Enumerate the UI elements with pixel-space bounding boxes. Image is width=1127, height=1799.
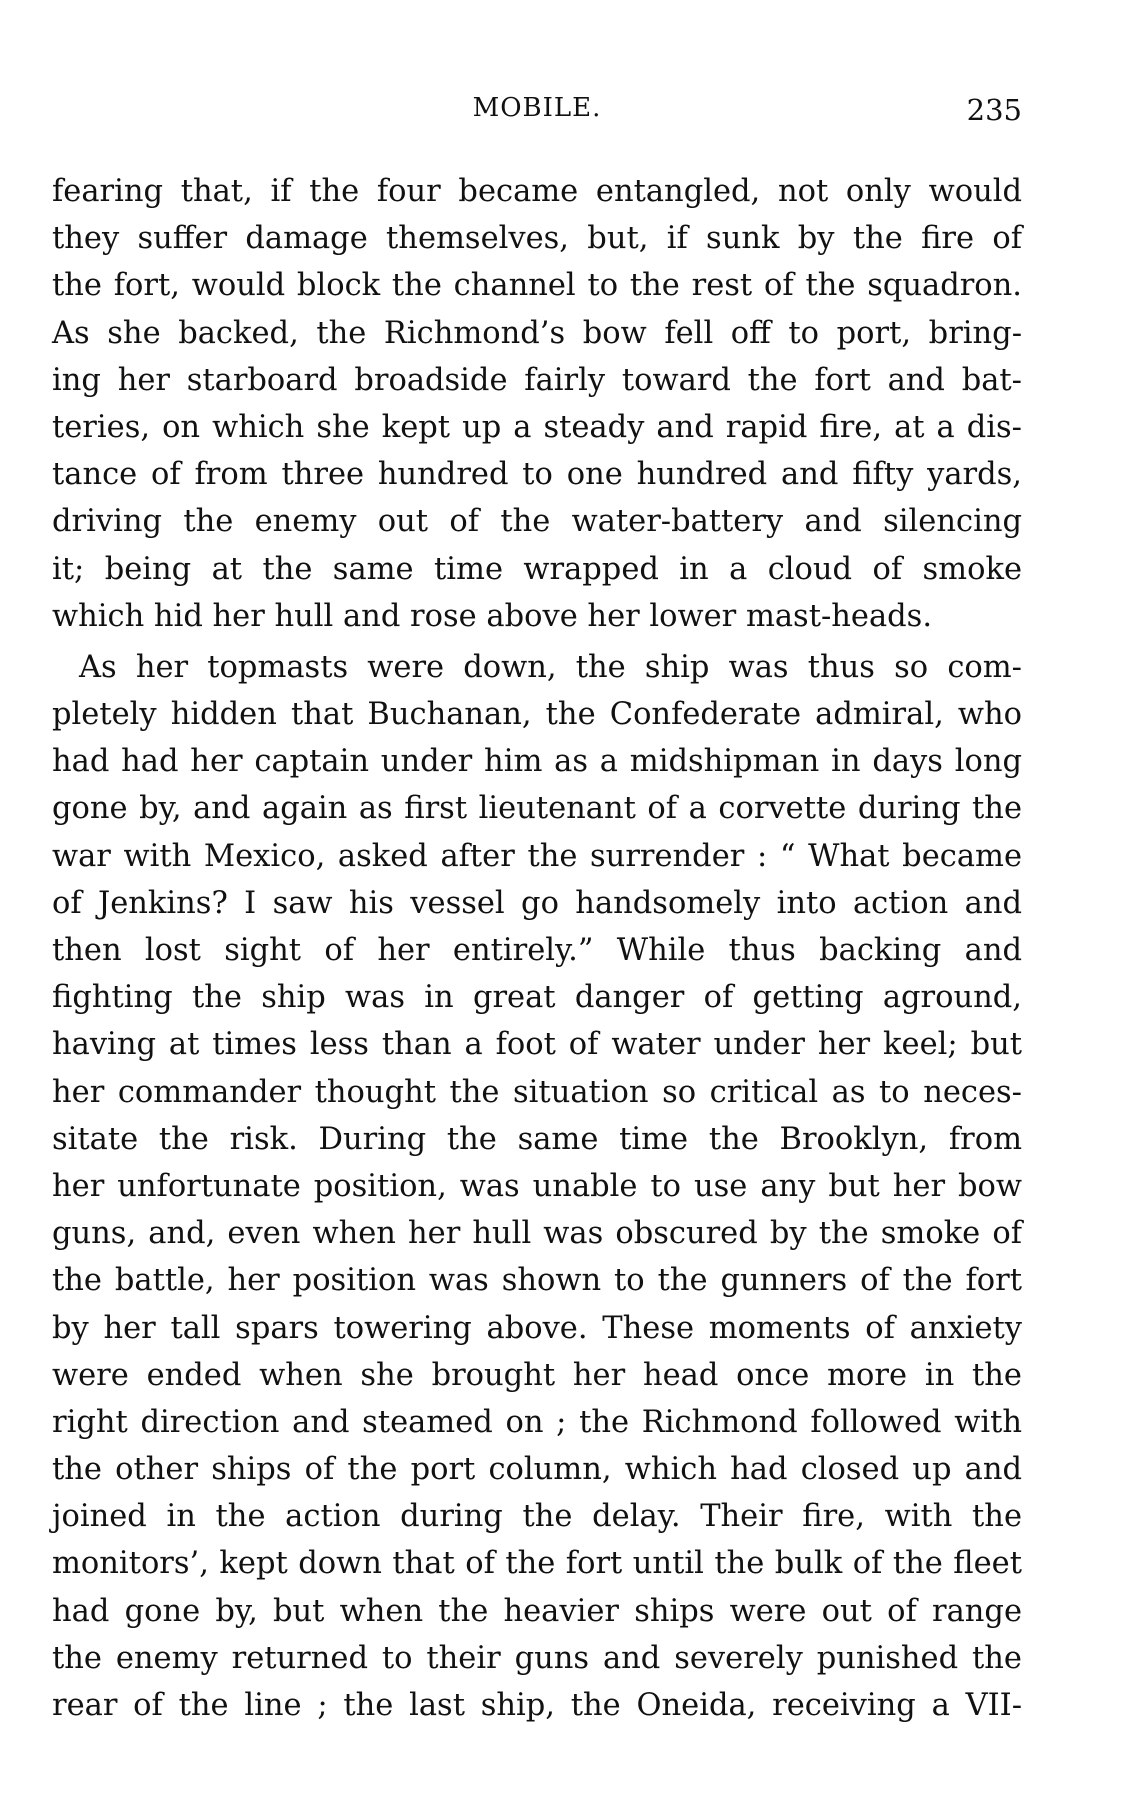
text-line: As her topmasts were down, the ship was thus so com- (79, 649, 1022, 685)
text-line: gone by, and again as first lieutenant of a corvette during the (52, 791, 1022, 827)
paragraph-2 (52, 644, 1022, 1729)
text-line: pletely hidden that Buchanan, the Confederate admiral, who (52, 697, 1022, 733)
text-line: guns, and, even when her hull was obscured by the smoke of (52, 1216, 1022, 1252)
body-text (52, 168, 1022, 1729)
text-line: fearing that, if the four became entangled, not only would (52, 174, 1022, 209)
text-line: which hid her hull and rose above her lower mast-heads. (52, 598, 933, 634)
text-line: her commander thought the situation so critical as to neces- (52, 1074, 1022, 1110)
text-line: ing her starboard broadside fairly toward the fort and bat- (52, 362, 1022, 398)
text-line: fighting the ship was in great danger of getting aground, (52, 980, 1022, 1016)
text-line: rear of the line ; the last ship, the Oneida, receiving a VII- (52, 1688, 1022, 1723)
page-number: 235 (966, 93, 1022, 127)
text-line: teries, on which she kept up a steady and rapid fire, at a dis- (52, 409, 1022, 445)
text-line: they suffer damage themselves, but, if sunk by the fire of (52, 221, 1022, 257)
text-line: the other ships of the port column, which had closed up and (52, 1452, 1022, 1488)
text-line: had had her captain under him as a midshipman in days long (52, 744, 1022, 780)
text-line: were ended when she brought her head once more in the (52, 1357, 1022, 1393)
running-title: MOBILE. (472, 93, 602, 123)
text-line: tance of from three hundred to one hundred and fifty yards, (52, 457, 1022, 493)
text-line: of Jenkins? I saw his vessel go handsomely into action and (52, 885, 1022, 921)
paragraph-1 (52, 168, 1022, 640)
text-line: by her tall spars towering above. These moments of anxiety (52, 1310, 1022, 1346)
text-line: her unfortunate position, was unable to use any but her bow (52, 1168, 1022, 1204)
text-line: As she backed, the Richmond’s bow fell off to port, bring- (52, 315, 1022, 351)
text-line: the enemy returned to their guns and severely punished the (52, 1640, 1022, 1676)
text-line: driving the enemy out of the water-battery and silencing (52, 504, 1022, 540)
text-line: it; being at the same time wrapped in a cloud of smoke (52, 551, 1022, 587)
text-line: joined in the action during the delay. Their fire, with the (52, 1499, 1022, 1535)
text-line: monitors’, kept down that of the fort until the bulk of the fleet (52, 1546, 1022, 1582)
text-line: had gone by, but when the heavier ships were out of range (52, 1593, 1022, 1629)
text-line: the fort, would block the channel to the rest of the squadron. (52, 268, 1022, 304)
text-line: having at times less than a foot of water under her keel; but (52, 1027, 1022, 1063)
text-line: then lost sight of her entirely.” While thus backing and (52, 933, 1022, 968)
text-line: the battle, her position was shown to the gunners of the fort (52, 1263, 1022, 1299)
text-line: sitate the risk. During the same time the Brooklyn, from (52, 1121, 1022, 1157)
running-head (52, 93, 1022, 133)
text-line: war with Mexico, asked after the surrender : “ What became (52, 838, 1022, 874)
text-line: right direction and steamed on ; the Richmond followed with (52, 1404, 1022, 1440)
